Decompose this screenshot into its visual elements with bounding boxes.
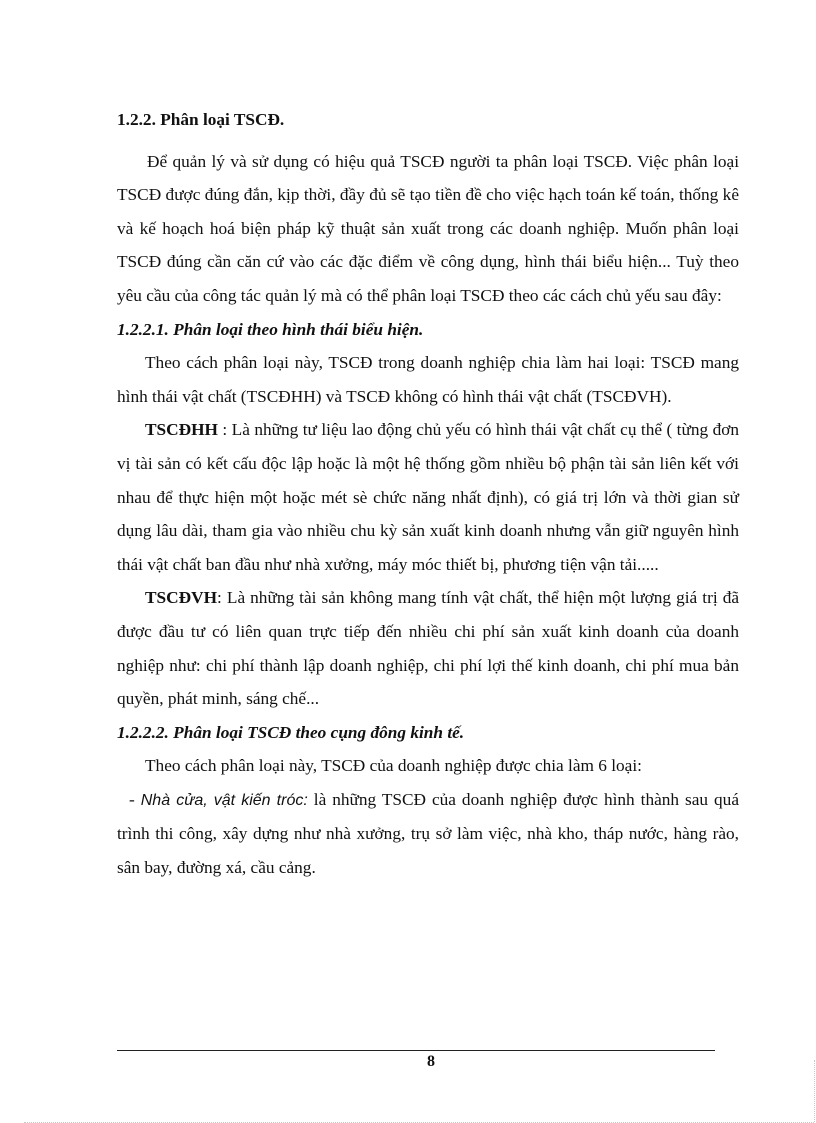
tscdvh-definition: : Là những tài sản không mang tính vật chất, thể hiện một lượng giá trị đã được đầu tư có liên quan trực tiếp đến nhiều chi phí sản xuất kinh doanh của doanh nghiệp như: chi phí thành lập doanh nghiệp, chi phí lợi thế kinh doanh, chi phí mua bản quyền, phát minh, sáng chế...	[117, 588, 739, 709]
section-heading: 1.2.2. Phân loại TSCĐ.	[117, 110, 285, 129]
tscdvh-paragraph	[117, 581, 739, 715]
footer-rule	[117, 1050, 715, 1051]
tscdhh-term: TSCĐHH	[145, 420, 218, 440]
page-number: 8	[427, 1053, 435, 1070]
subsection-1-intro-paragraph: Theo cách phân loại này, TSCĐ trong doanh nghiệp chia làm hai loại: TSCĐ mang hình thái vật chất (TSCĐHH) và TSCĐ không có hình thái vật chất (TSCĐVH).	[117, 353, 739, 406]
page-body	[117, 103, 739, 885]
tscdhh-definition: : Là những tư liệu lao động chủ yếu có hình thái vật chất cụ thể ( từng đơn vị tài sản có kết cấu độc lập hoặc là một hệ thống gồm nhiều bộ phận tài sản liên kết với nhau để thực hiện một hoặc mét sè chức năng nhất định), có giá trị lớn và thời gian sử dụng lâu dài, tham gia vào nhiều chu kỳ sản xuất kinh doanh nhưng vẫn giữ nguyên hình thái vật chất ban đầu như nhà xưởng, máy móc thiết bị, phương tiện vận tải.....	[117, 420, 739, 574]
page-right-border	[814, 1060, 815, 1122]
section-intro-paragraph: Để quản lý và sử dụng có hiệu quả TSCĐ người ta phân loại TSCĐ. Việc phân loại TSCĐ được đúng đắn, kịp thời, đầy đủ sẽ tạo tiền đề cho việc hạch toán kế toán, thống kê và kế hoạch hoá biện pháp kỹ thuật sản xuất trong các doanh nghiệp. Muốn phân loại TSCĐ đúng cần căn cứ vào các đặc điểm về công dụng, hình thái biểu hiện... Tuỳ theo yêu cầu của công tác quản lý mà có thể phân loại TSCĐ theo các cách chủ yếu sau đây:	[117, 151, 739, 305]
list-dash: -	[129, 789, 141, 809]
subsection-2-intro-paragraph: Theo cách phân loại này, TSCĐ của doanh nghiệp được chia làm 6 loại:	[145, 756, 642, 776]
subsection-1-heading: 1.2.2.1. Phân loại theo hình thái biểu hiện.	[117, 319, 424, 339]
tscdvh-term: TSCĐVH	[145, 588, 218, 608]
subsection-2-heading: 1.2.2.2. Phân loại TSCĐ theo cụng đông kinh tế.	[117, 722, 465, 742]
tscdhh-paragraph	[117, 413, 739, 581]
buildings-term: Nhà cửa, vật kiến tróc:	[140, 791, 308, 809]
buildings-list-item	[117, 783, 739, 885]
buildings-definition: là những TSCĐ của doanh nghiệp được hình thành sau quá trình thi công, xây dựng như nhà xưởng, trụ sở làm việc, nhà kho, tháp nước, hàng rào, sân bay, đường xá, cầu cảng.	[117, 789, 739, 878]
